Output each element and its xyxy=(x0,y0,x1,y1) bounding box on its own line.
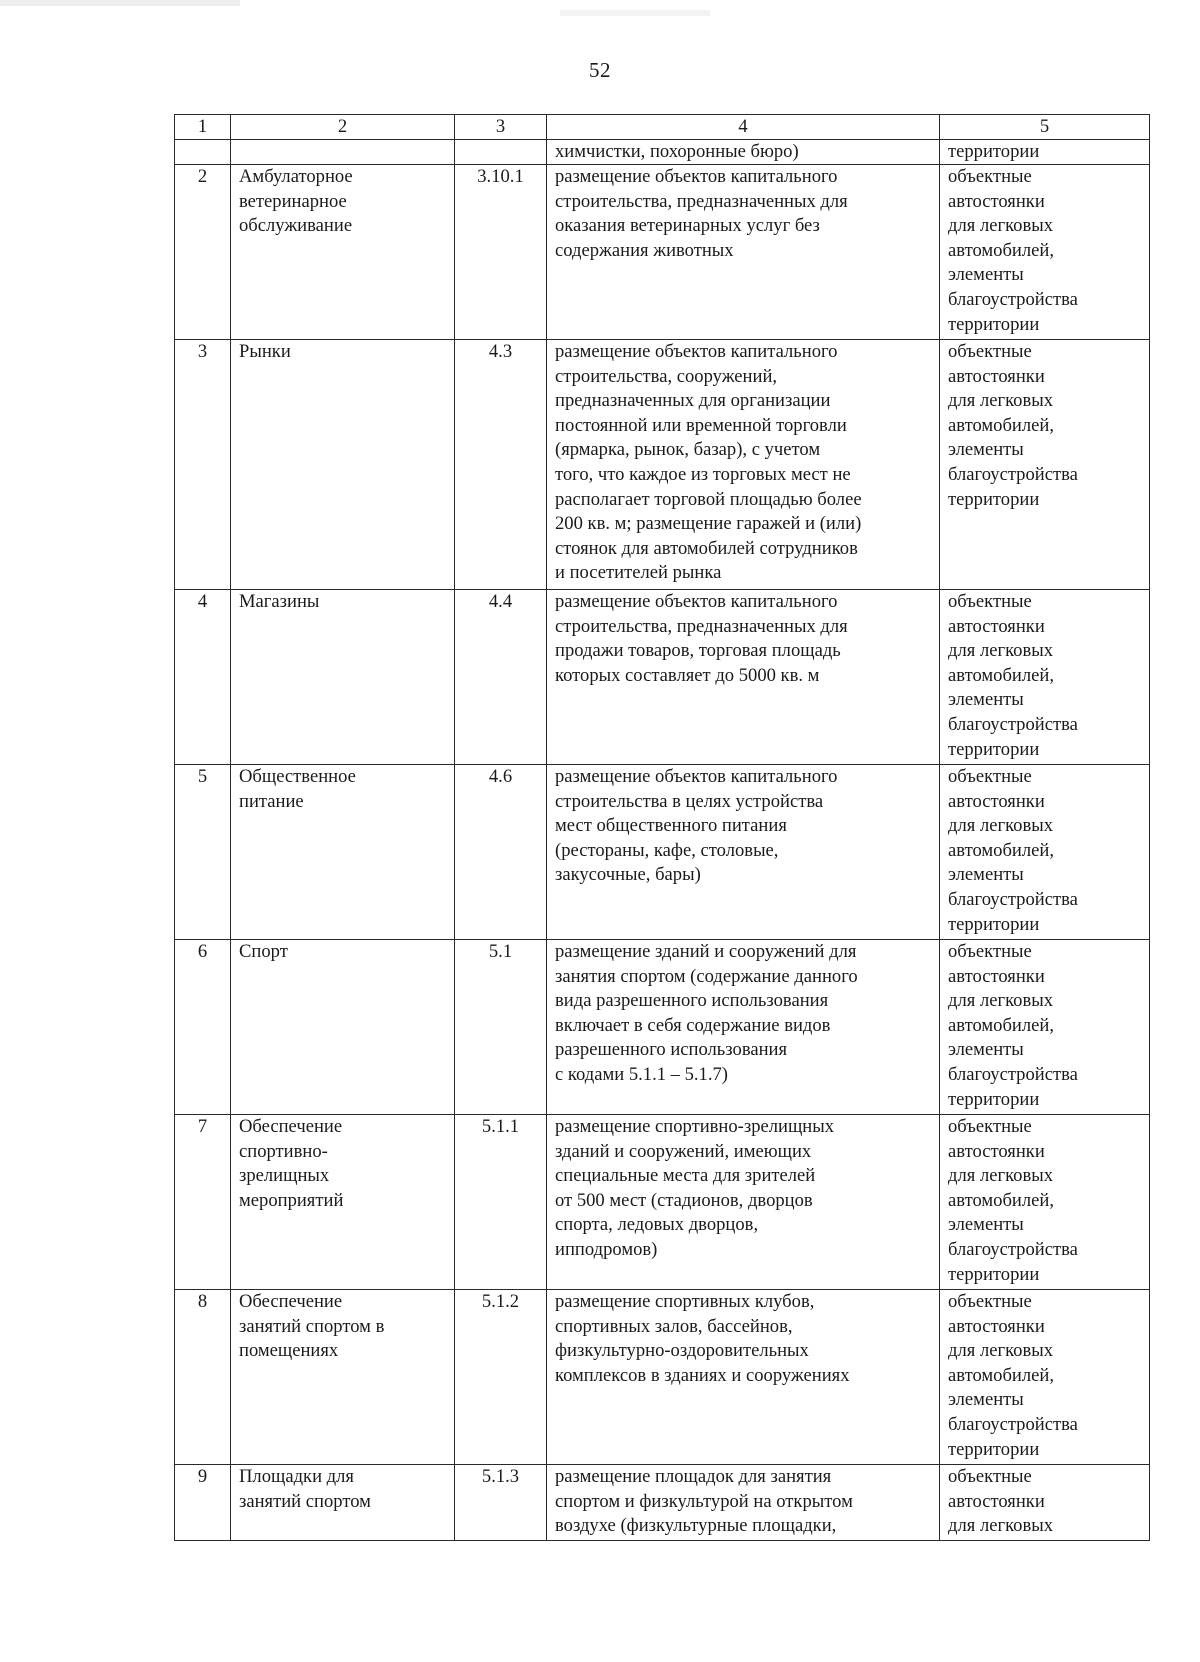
auxiliary-uses: объектные автостоянки для легковых автомобилей, элементы благоустройства территории xyxy=(940,340,1150,590)
table-row xyxy=(175,940,1150,1115)
use-type-code: 5.1.3 xyxy=(455,1465,547,1541)
column-number: 5 xyxy=(940,115,1150,140)
use-type-name: Амбулаторное ветеринарное обслуживание xyxy=(231,165,455,340)
column-number: 2 xyxy=(231,115,455,140)
column-number: 3 xyxy=(455,115,547,140)
row-number: 6 xyxy=(175,940,231,1115)
scan-artifact xyxy=(0,0,240,6)
row-number: 5 xyxy=(175,765,231,940)
table-row xyxy=(175,1290,1150,1465)
use-type-name: Магазины xyxy=(231,590,455,765)
use-type-code: 5.1.1 xyxy=(455,1115,547,1290)
auxiliary-uses: объектные автостоянки для легковых xyxy=(940,1465,1150,1541)
use-type-code: 4.6 xyxy=(455,765,547,940)
use-type-code: 5.1 xyxy=(455,940,547,1115)
row-number: 4 xyxy=(175,590,231,765)
row-number: 2 xyxy=(175,165,231,340)
use-type-name: Спорт xyxy=(231,940,455,1115)
table-row xyxy=(175,1115,1150,1290)
auxiliary-uses: объектные автостоянки для легковых автомобилей, элементы благоустройства территории xyxy=(940,1290,1150,1465)
page-number: 52 xyxy=(589,58,611,82)
row-number: 8 xyxy=(175,1290,231,1465)
use-type-name: Обеспечение спортивно- зрелищных мероприятий xyxy=(231,1115,455,1290)
use-type-code xyxy=(455,140,547,165)
use-type-name: Общественное питание xyxy=(231,765,455,940)
use-type-description: размещение площадок для занятия спортом и физкультурой на открытом воздухе (физкультурные площадки, xyxy=(547,1465,940,1541)
continuation-row xyxy=(175,140,1150,165)
auxiliary-uses: объектные автостоянки для легковых автомобилей, элементы благоустройства территории xyxy=(940,765,1150,940)
use-type-code: 4.3 xyxy=(455,340,547,590)
land-use-table xyxy=(174,114,1150,1541)
table-row xyxy=(175,165,1150,340)
use-type-code: 4.4 xyxy=(455,590,547,765)
auxiliary-uses: объектные автостоянки для легковых автомобилей, элементы благоустройства территории xyxy=(940,940,1150,1115)
auxiliary-uses: объектные автостоянки для легковых автомобилей, элементы благоустройства территории xyxy=(940,590,1150,765)
use-type-name: Рынки xyxy=(231,340,455,590)
use-type-description: размещение зданий и сооружений для занятия спортом (содержание данного вида разрешенного использования включает в себя содержание видов разрешенного использования с кодами 5.1.1 – 5.1.7) xyxy=(547,940,940,1115)
row-number: 7 xyxy=(175,1115,231,1290)
scan-artifact xyxy=(560,10,710,16)
use-type-description: химчистки, похоронные бюро) xyxy=(547,140,940,165)
row-number: 9 xyxy=(175,1465,231,1541)
auxiliary-uses: объектные автостоянки для легковых автомобилей, элементы благоустройства территории xyxy=(940,165,1150,340)
use-type-description: размещение спортивных клубов, спортивных залов, бассейнов, физкультурно-оздоровительных комплексов в зданиях и сооружениях xyxy=(547,1290,940,1465)
use-type-description: размещение спортивно-зрелищных зданий и сооружений, имеющих специальные места для зрителей от 500 мест (стадионов, дворцов спорта, ледовых дворцов, ипподромов) xyxy=(547,1115,940,1290)
row-number xyxy=(175,140,231,165)
table-row xyxy=(175,1465,1150,1541)
auxiliary-uses: объектные автостоянки для легковых автомобилей, элементы благоустройства территории xyxy=(940,1115,1150,1290)
column-number: 1 xyxy=(175,115,231,140)
table-row xyxy=(175,765,1150,940)
table-row xyxy=(175,340,1150,590)
use-type-name: Обеспечение занятий спортом в помещениях xyxy=(231,1290,455,1465)
row-number: 3 xyxy=(175,340,231,590)
use-type-name: Площадки для занятий спортом xyxy=(231,1465,455,1541)
column-number: 4 xyxy=(547,115,940,140)
auxiliary-uses: территории xyxy=(940,140,1150,165)
use-type-description: размещение объектов капитального строительства в целях устройства мест общественного питания (рестораны, кафе, столовые, закусочные, бары) xyxy=(547,765,940,940)
use-type-code: 5.1.2 xyxy=(455,1290,547,1465)
use-type-description: размещение объектов капитального строительства, сооружений, предназначенных для организации постоянной или временной торговли (ярмарка, рынок, базар), с учетом того, что каждое из торговых мест не располагает торговой площадью более 200 кв. м; размещение гаражей и (или) стоянок для автомобилей сотрудников и посетителей рынка xyxy=(547,340,940,590)
table-row xyxy=(175,590,1150,765)
use-type-description: размещение объектов капитального строительства, предназначенных для оказания ветеринарных услуг без содержания животных xyxy=(547,165,940,340)
use-type-description: размещение объектов капитального строительства, предназначенных для продажи товаров, торговая площадь которых составляет до 5000 кв. м xyxy=(547,590,940,765)
use-type-name xyxy=(231,140,455,165)
column-number-row xyxy=(175,115,1150,140)
use-type-code: 3.10.1 xyxy=(455,165,547,340)
